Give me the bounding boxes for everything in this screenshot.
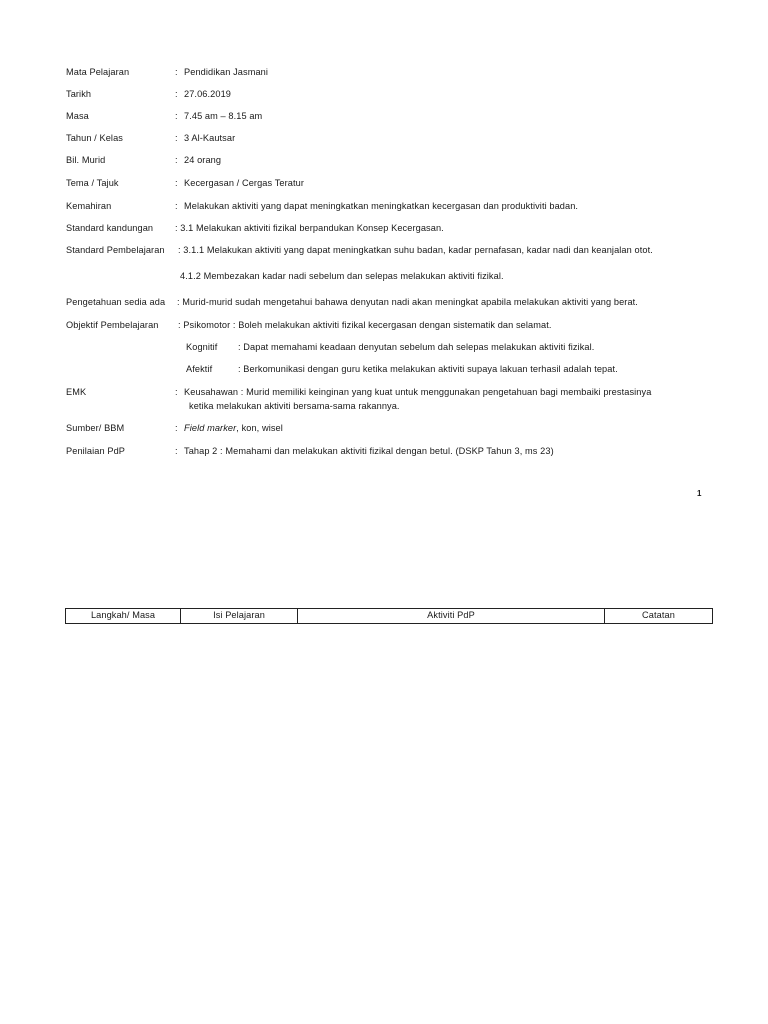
value-standard-pembelajaran-2: 4.1.2 Membezakan kadar nadi sebelum dan selepas melakukan aktiviti fizikal. [180, 271, 504, 281]
label-kemahiran: Kemahiran [66, 201, 112, 211]
value-sumber-bbm-italic: Field marker [184, 423, 237, 433]
colon: : [175, 387, 178, 397]
colon: : [175, 178, 178, 188]
lesson-plan-table [65, 608, 713, 624]
value-afektif: : Berkomunikasi dengan guru ketika melakukan aktiviti supaya lakuan terhasil adalah tepat. [238, 364, 618, 374]
colon: : [175, 423, 178, 433]
value-penilaian-pdp: Tahap 2 : Memahami dan melakukan aktiviti fizikal dengan betul. (DSKP Tahun 3, ms 23) [184, 446, 554, 456]
label-tarikh: Tarikh [66, 89, 92, 99]
value-pengetahuan-sedia-ada: : Murid-murid sudah mengetahui bahawa denyutan nadi akan meningkat apabila melakukan aktiviti yang berat. [177, 297, 638, 307]
colon: : [175, 67, 178, 77]
label-emk: EMK [66, 387, 87, 397]
header-aktiviti-pdp: Aktiviti PdP [298, 609, 605, 624]
value-emk-2: ketika melakukan aktiviti bersama-sama rakannya. [189, 401, 400, 411]
label-masa: Masa [66, 111, 89, 121]
label-objektif-pembelajaran: Objektif Pembelajaran [66, 320, 159, 330]
colon: : [175, 155, 178, 165]
colon: : [175, 201, 178, 211]
value-bil-murid: 24 orang [184, 155, 222, 165]
header-isi-pelajaran: Isi Pelajaran [181, 609, 298, 624]
label-bil-murid: Bil. Murid [66, 155, 106, 165]
label-kognitif: Kognitif [186, 342, 218, 352]
label-standard-pembelajaran: Standard Pembelajaran [66, 245, 165, 255]
value-kemahiran: Melakukan aktiviti yang dapat meningkatkan meningkatkan kecergasan dan produktiviti badan. [184, 201, 579, 211]
value-kognitif: : Dapat memahami keadaan denyutan sebelum dah selepas melakukan aktiviti fizikal. [238, 342, 595, 352]
value-masa: 7.45 am – 8.15 am [184, 111, 263, 121]
label-tema-tajuk: Tema / Tajuk [66, 178, 119, 188]
value-mata-pelajaran: Pendidikan Jasmani [184, 67, 269, 77]
label-pengetahuan-sedia-ada: Pengetahuan sedia ada [66, 297, 166, 307]
colon: : [175, 446, 178, 456]
header-langkah-masa: Langkah/ Masa [66, 609, 181, 624]
value-tarikh: 27.06.2019 [184, 89, 231, 99]
value-sumber-bbm [184, 423, 283, 434]
header-catatan: Catatan [605, 609, 713, 624]
label-sumber-bbm: Sumber/ BBM [66, 423, 125, 433]
value-standard-kandungan: : 3.1 Melakukan aktiviti fizikal berpandukan Konsep Kecergasan. [175, 223, 444, 233]
label-mata-pelajaran: Mata Pelajaran [66, 67, 130, 77]
label-standard-kandungan: Standard kandungan [66, 223, 154, 233]
colon: : [175, 133, 178, 143]
label-penilaian-pdp: Penilaian PdP [66, 446, 126, 456]
value-standard-pembelajaran-1: : 3.1.1 Melakukan aktiviti yang dapat meningkatkan suhu badan, kadar pernafasan, kadar nadi dan keanjalan otot. [178, 245, 653, 255]
label-tahun-kelas: Tahun / Kelas [66, 133, 123, 143]
value-emk-1: Keusahawan : Murid memiliki keinginan yang kuat untuk menggunakan pengetahuan bagi membaiki prestasinya [184, 387, 652, 397]
page-number: 1 [697, 489, 702, 498]
label-afektif: Afektif [186, 364, 213, 374]
colon: : [175, 111, 178, 121]
colon: : [175, 89, 178, 99]
value-sumber-bbm-rest: , kon, wisel [236, 423, 283, 433]
value-tahun-kelas: 3 Al-Kautsar [184, 133, 236, 143]
value-objektif-psikomotor: : Psikomotor : Boleh melakukan aktiviti fizikal kecergasan dengan sistematik dan selamat. [178, 320, 552, 330]
table-header-row [66, 609, 713, 624]
value-tema-tajuk: Kecergasan / Cergas Teratur [184, 178, 304, 188]
